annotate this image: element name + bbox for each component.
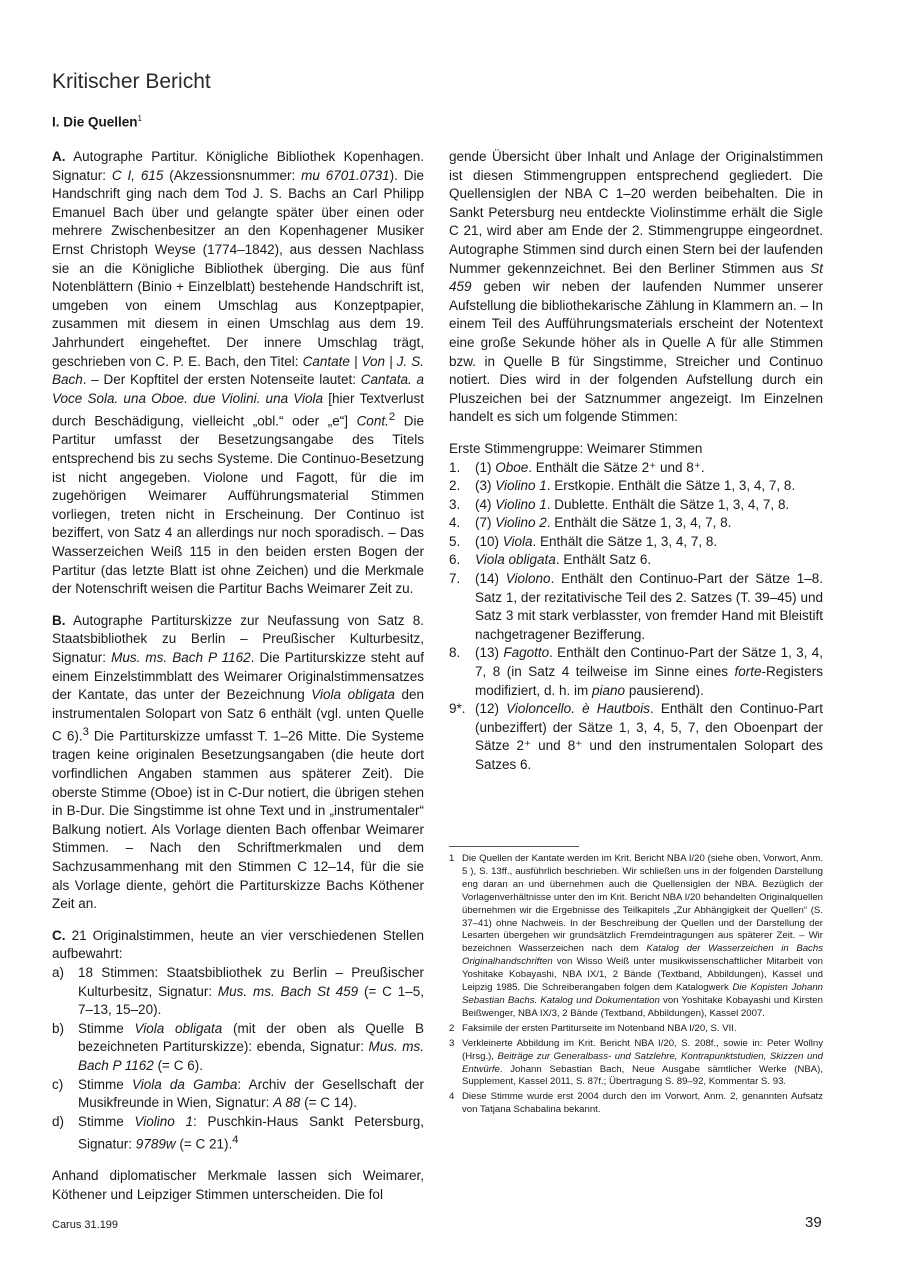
item-marker: d) xyxy=(52,1113,65,1129)
text: Faksimile der ersten Partiturseite im Notenband NBA I/20, S. VII. xyxy=(462,1022,737,1034)
continuation-paragraph xyxy=(449,148,823,427)
italic-text: piano xyxy=(592,682,626,698)
footnote-ref: 3 xyxy=(82,726,89,739)
source-label: A. xyxy=(52,149,66,164)
item-marker: c) xyxy=(52,1076,64,1092)
italic-text: Cantate | Von | J. S. Bach xyxy=(52,353,424,388)
source-label: C. xyxy=(52,927,66,943)
page-title: Kritischer Bericht xyxy=(52,70,211,93)
item-number: 8. xyxy=(449,645,461,661)
italic-text: Viola da Gamba xyxy=(131,1076,238,1092)
text: (12) xyxy=(475,701,507,717)
italic-text: Die Kopisten Johann Sebastian Bachs. Katalog und Dokumentation xyxy=(462,982,824,1006)
text: . Die Partiturskizze steht auf einem Einzelstimmblatt des Weimarer Originalstimmensatzes der Kantate, das unter der Bezeichnung xyxy=(52,649,424,703)
source-c-list xyxy=(52,964,424,1154)
italic-text: Violono xyxy=(505,571,551,587)
footnote xyxy=(449,1091,823,1117)
italic-text: Violino 1 xyxy=(495,478,547,494)
italic-text: Mus. ms. Bach P 1162 xyxy=(78,1039,424,1073)
footnote-number: 4 xyxy=(449,1091,455,1103)
left-column xyxy=(52,148,424,1218)
italic-text: forte xyxy=(734,664,762,680)
list-item xyxy=(449,514,823,533)
text: ). Die Handschrift ging nach dem Tod J. S. Bachs an Carl Philipp Emanuel Bach über und gelangte später über einen oder mehrere Zwischenbesitzer an den Kopenhagener Musiker Ernst Christoph Weyse (1774–1842), aus dessen Nachlass sie an die Königliche Bibliothek überging. Die aus fünf Notenblättern (Binio + Einzelblatt) bestehende Handschrift ist, umgeben von einem Umschlag aus Konzeptpapier, zusammen mit diesem in einen Umschlag aus dem 19. Jahrhundert eingeheftet. Der innere Umschlag trägt, geschrieben von C. P. E. Bach, den Titel: xyxy=(52,167,424,369)
text: gende Übersicht über Inhalt und Anlage der Originalstimmen ist diesen Stimmengruppen entsprechend gegliedert. Die Quellensiglen der NBA C 1–20 werden beibehalten. Die in Sankt Petersburg neu entdeckte Violinstimme erhält die Sigle C 21, wird aber am Ende der 2. Stimmengruppe eingeordnet. Autographe Stimmen sind durch einen Stern bei der laufenden Nummer gekennzeichnet. Bei den Berliner Stimmen aus xyxy=(449,149,823,276)
text: Stimme xyxy=(78,1076,132,1092)
text: Autographe Partitur. Königliche Bibliothek Kopenhagen. Signatur: xyxy=(52,149,424,183)
list-item xyxy=(449,551,823,570)
text: : Puschkin-Haus Sankt Petersburg, Signatur: xyxy=(78,1113,424,1152)
text: von Wisso Weiß unter musikwissenschaftlicher Mitarbeit von Yoshitake Kobayashi, NBA IX/1, 2 Bände (Textband, Abbildungen), Kassel und Leipzig 1985. Die Schreiberangaben folgen dem Katalogwerk xyxy=(462,956,823,994)
text: Die Quellen der Kantate werden im Krit. Bericht NBA I/20 (siehe oben, Vorwort, Anm. 5 ), S. 13ff., ausführlich beschrieben. Wir schließen uns in der folgenden Darstellung eng daran an und übernehmen auch die Quellensiglen der NBA. Bezüglich der Vorlagenverhältnisse unter den im Krit. Bericht NBA I/20 behandelten Originalquellen übernehmen wir die Ergebnisse des Teilkapitels „Zur Abhängigkeit der Quellen“ (S. 37–41) ohne Nachweis. In der Beschreibung der Quellen und der Darstellung der Lesarten übergehen wir grundsätzlich Fremdeintragungen aus späterer Zeit. – Wir bezeichnen Wasserzeichen nach dem xyxy=(462,853,823,955)
italic-text: Violino 2 xyxy=(495,515,547,531)
text: . Dublette. Enthält die Sätze 1, 3, 4, 7, 8. xyxy=(546,496,790,512)
text: Die Partitur umfasst der Besetzungsangabe des Titels entsprechend bis zu sechs Systeme. Die Continuo-Besetzung ist nicht angegeben. Violone und Fagott, für die im zugehörigen Weimarer Aufführungsmaterial Stimmen vorliegen, treten nicht in Erscheinung. Der Continuo ist beziffert, von Satz 4 an allerdings nur noch sporadisch. – Das Wasserzeichen Weiß 115 in den beiden ersten Bogen der Partitur (das letzte Blatt ist ohne Zeichen) und die Merkmale der Notenschrift weisen die Partitur Bachs Weimarer Zeit zu. xyxy=(52,413,424,597)
list-item xyxy=(52,964,424,1020)
text: (Akzessionsnummer: xyxy=(163,167,302,183)
italic-text: Viola xyxy=(502,533,533,549)
italic-text: Mus. ms. Bach P 1162 xyxy=(111,649,251,665)
group-title: Erste Stimmengruppe: Weimarer Stimmen xyxy=(449,440,703,456)
item-number: 9*. xyxy=(449,701,466,717)
text: (7) xyxy=(475,515,496,531)
list-item xyxy=(449,700,823,774)
footnote-ref: 4 xyxy=(232,1134,239,1147)
item-number: 1. xyxy=(449,459,461,475)
list-item xyxy=(449,477,823,496)
italic-text: Violino 1 xyxy=(495,496,547,512)
footnote-number: 2 xyxy=(449,1022,455,1034)
text: . Enthält die Sätze 1, 3, 4, 7, 8. xyxy=(532,533,718,549)
item-marker: b) xyxy=(52,1020,65,1036)
text: (4) xyxy=(475,496,496,512)
text: geben wir neben der laufenden Nummer unserer Aufstellung die bibliothekarische Zählung in Klammern an. – In einem Teil des Aufführungsmaterials erscheint der Notentext eine große Sekunde höher als in Quelle A für alle Stimmen bzw. in Quelle B für Singstimme, Streicher und Continuo notiert. Dies wird in der folgenden Aufstellung durch ein Pluszeichen bei der Satznummer angezeigt. Im Einzelnen handelt es sich um folgende Stimmen: xyxy=(449,279,823,425)
item-number: 2. xyxy=(449,478,461,494)
item-marker: a) xyxy=(52,964,65,980)
text: (3) xyxy=(475,478,496,494)
text: (mit der oben als Quelle B bezeichneten Partiturskizze): ebenda, Signatur: xyxy=(78,1020,424,1055)
italic-text: Violino 1 xyxy=(134,1113,193,1129)
italic-text: Katalog der Wasserzeichen in Bachs Originalhandschriften xyxy=(462,943,823,968)
italic-text: A 88 xyxy=(273,1095,301,1111)
text: [hier Textverlust durch Beschädigung, vielleicht „obl.“ oder „e“] xyxy=(52,390,424,429)
text: Verkleinerte Abbildung im Krit. Bericht NBA I/20, S. 208f., sowie in: Peter Wollny (Hrsg.), xyxy=(462,1037,823,1062)
italic-text: St 459 xyxy=(449,260,823,295)
text: -Registers modifiziert, d. h. im xyxy=(475,664,823,698)
footnote-ref: 1 xyxy=(137,114,142,123)
text: . Enthält die Sätze 2⁺ und 8⁺. xyxy=(528,459,705,475)
text: . Enthält Satz 6. xyxy=(555,552,652,568)
italic-text: Mus. ms. Bach St 459 xyxy=(217,983,359,999)
source-a-paragraph xyxy=(52,148,424,599)
footnote-ref: 2 xyxy=(388,411,396,424)
text: . – Der Kopftitel der ersten Notenseite lautet: xyxy=(82,372,361,388)
parts-list xyxy=(449,459,823,775)
text: (10) xyxy=(475,533,503,549)
section-heading-text: I. Die Quellen xyxy=(52,114,138,130)
footnote xyxy=(449,1023,823,1036)
text: Stimme xyxy=(78,1020,135,1036)
italic-text: 9789w xyxy=(135,1136,176,1152)
item-number: 5. xyxy=(449,533,461,549)
text: Autographe Partiturskizze zur Neufassung von Satz 8. Staatsbibliothek zu Berlin – Preußischer Kulturbesitz, Signatur: xyxy=(52,612,424,665)
italic-text: Cont. xyxy=(356,413,389,429)
list-item xyxy=(449,459,823,478)
page-number: 39 xyxy=(805,1214,822,1231)
list-item xyxy=(449,533,823,552)
item-number: 3. xyxy=(449,496,461,512)
text: (= C 14). xyxy=(300,1095,358,1111)
italic-text: Viola obligata xyxy=(134,1020,223,1036)
text: . Enthält den Continuo-Part der Sätze 1–8. Satz 1, der rezitativische Teil des 2. Satzes (T. 39–45) und Satz 3 mit stark verblasster, von fremder Hand mit Bleistift nachgetragener Bezifferung. xyxy=(475,571,823,642)
footnote xyxy=(449,853,823,1021)
item-number: 6. xyxy=(449,552,461,568)
text: Diese Stimme wurde erst 2004 durch den im Vorwort, Anm. 2, genannten Aufsatz von Tatjana Schabalina bekannt. xyxy=(462,1091,823,1116)
text: . Enthält den Continuo-Part (unbeziffert) der Sätze 1, 3, 4, 5, 7, den Oboenpart der Sätze 2⁺ und 8⁺ und den instrumentalen Solopart des Satzes 6. xyxy=(475,701,823,772)
text: (= C 1–5, 7–13, 15–20). xyxy=(78,983,424,1018)
text: Stimme xyxy=(78,1113,135,1129)
footnote-divider xyxy=(449,846,579,847)
text: den instrumentalen Solopart von Satz 6 enthält (vgl. unten Quelle C 6). xyxy=(52,687,424,744)
source-b-paragraph xyxy=(52,612,424,914)
item-number: 7. xyxy=(449,571,461,587)
text: . Erstkopie. Enthält die Sätze 1, 3, 4, 7, 8. xyxy=(546,478,796,494)
text: . Johann Sebastian Bach, Neue Ausgabe sämtlicher Werke (NBA), Supplement, Kassel 2011, S. 87f.; Übertragung S. 89–92, Kommentar S. 93. xyxy=(462,1063,823,1088)
footnote-number: 1 xyxy=(449,853,455,864)
text: 21 Originalstimmen, heute an vier verschiedenen Stellen aufbewahrt: xyxy=(52,927,424,962)
list-item xyxy=(52,1076,424,1113)
right-column xyxy=(449,148,823,788)
list-item xyxy=(449,570,823,644)
list-item xyxy=(52,1020,424,1076)
list-item xyxy=(52,1113,424,1155)
footnote-number: 3 xyxy=(449,1037,455,1049)
italic-text: Violoncello. è Hautbois xyxy=(506,701,650,717)
italic-text: C I, 615 xyxy=(111,167,164,183)
text: pausierend). xyxy=(625,682,704,698)
text: (1) xyxy=(475,459,496,475)
source-c-paragraph xyxy=(52,927,424,964)
source-label: B. xyxy=(52,612,66,628)
italic-text: Viola obligata xyxy=(311,687,395,703)
text: von Yoshitake Kobayashi und Kirsten Beißwenger, NBA IX/3, 2 Bände (Textband, Abbildungen), Kassel 2007. xyxy=(462,994,823,1019)
italic-text: Oboe xyxy=(495,459,529,475)
text: (= C 6). xyxy=(153,1057,203,1073)
text: (14) xyxy=(475,571,506,587)
text: 18 Stimmen: Staatsbibliothek zu Berlin – Preußischer Kulturbesitz, Signatur: xyxy=(78,964,424,999)
closing-paragraph: Anhand diplomatischer Merkmale lassen sich Weimarer, Köthener und Leipziger Stimmen unterscheiden. Die fol xyxy=(52,1168,424,1202)
list-item xyxy=(449,644,823,700)
italic-text: Beiträge zur Generalbass- und Satzlehre, Kontrapunktstudien, Skizzen und Entwürfe xyxy=(462,1050,823,1075)
footnote xyxy=(449,1038,823,1090)
text: (13) xyxy=(475,645,504,661)
footnotes xyxy=(449,853,823,1119)
text: . Enthält den Continuo-Part der Sätze 1, 3, 4, 7, 8 (in Satz 4 teilweise im Sinne eines xyxy=(475,645,823,680)
section-heading xyxy=(52,114,142,130)
italic-text: mu 6701.0731 xyxy=(301,167,390,183)
text: . Enthält die Sätze 1, 3, 4, 7, 8. xyxy=(546,515,732,531)
italic-text: Cantata. a Voce Sola. una Oboe. due Violini. una Viola xyxy=(52,372,424,406)
italic-text: Viola obligata xyxy=(475,552,556,568)
text: (= C 21). xyxy=(175,1136,233,1152)
publisher-code: Carus 31.199 xyxy=(52,1219,119,1231)
text: : Archiv der Gesellschaft der Musikfreunde in Wien, Signatur: xyxy=(78,1076,424,1111)
text: Die Partiturskizze umfasst T. 1–26 Mitte. Die Systeme tragen keine originalen Besetzungsangaben (die heute dort vorfindlichen Angaben stammen aus späterer Zeit). Die oberste Stimme (Oboe) ist in C-Dur notiert, die übrigen stehen in B-Dur. Die Singstimme ist ohne Text und in „instrumentaler“ Balkung notiert. Als Vorlage dienten Bach offenbar Weimarer Stimmen. – Nach den Schriftmerkmalen und dem Sachzusammenhang mit den Stimmen C 12–14, für die sie als Vorlage diente, gehört die Partiturskizze Bachs Köthener Zeit an. xyxy=(52,728,424,912)
italic-text: Fagotto xyxy=(503,645,550,661)
list-item xyxy=(449,496,823,515)
item-number: 4. xyxy=(449,515,461,531)
